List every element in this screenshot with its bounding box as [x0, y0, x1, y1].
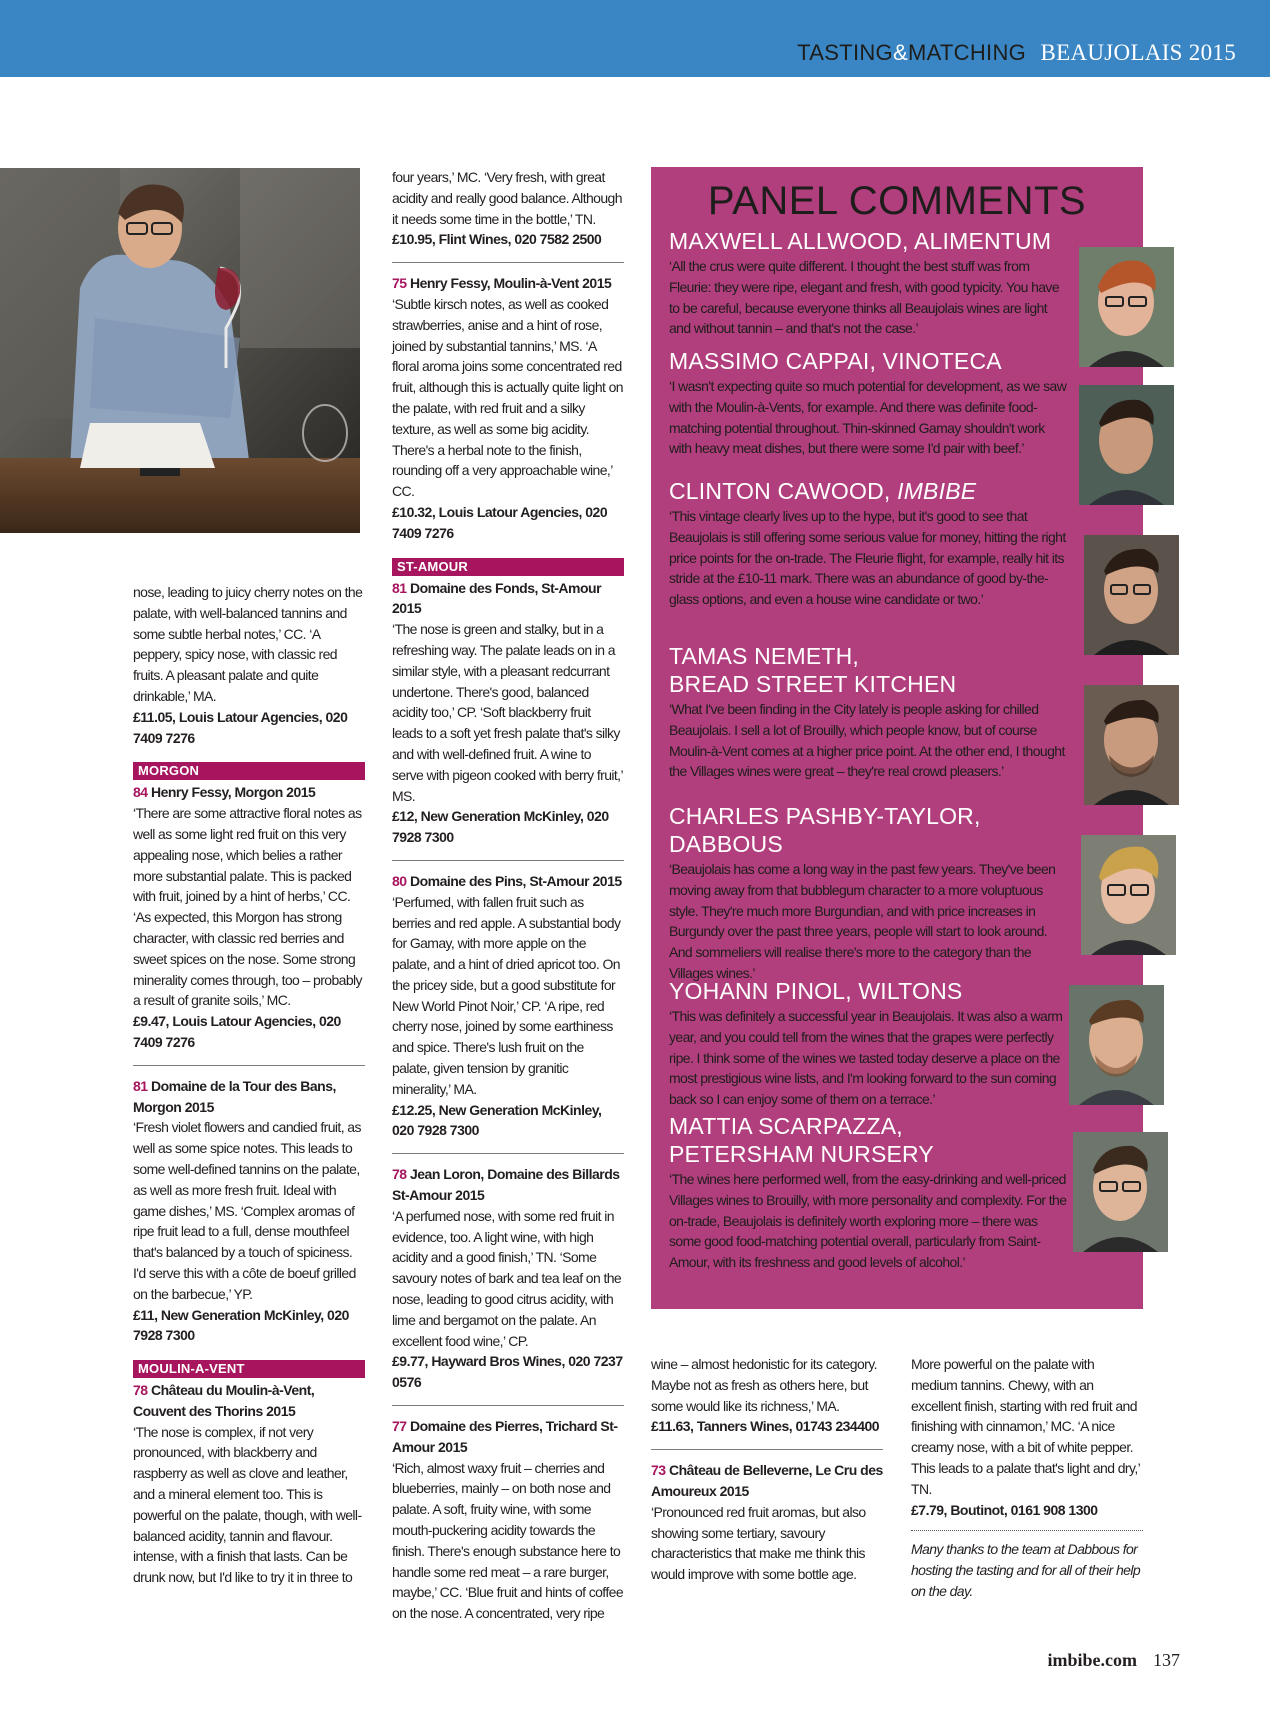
panelist-comment	[669, 977, 1069, 1110]
wine-name: Domaine de la Tour des Bans, Morgon 2015	[133, 1077, 336, 1115]
panelist-name: CHARLES PASHBY-TAYLOR, DABBOUS	[669, 803, 981, 857]
wine-tasting-note: ‘A perfumed nose, with some red fruit in evidence, too. A light wine, with high acidity and a good finish,’ TN. ‘Some savoury notes of bark and tea leaf on the nose, leading to good citrus acidity, with lime and bergamot on the palate. An excellent food wine,’ CP.	[392, 1207, 622, 1349]
panelist-photo	[1084, 685, 1179, 805]
panelist-comment	[669, 477, 1069, 610]
panelist-comment	[669, 227, 1069, 339]
wine-entry-title	[133, 1380, 365, 1422]
column-3	[651, 1354, 883, 1585]
wine-entry-title	[392, 273, 624, 294]
panelist-quote: ‘I wasn't expecting quite so much potential for development, as we saw with the Moulin-à-Vents, for example. And there was definite food-matching potential throughout. Thin-skinned Gamay shouldn't work with heavy meat dishes, but there were some I'd pair with beef.’	[669, 378, 1067, 457]
feature-title: BEAUJOLAIS 2015	[1040, 40, 1236, 65]
panelist-photo	[1069, 985, 1164, 1105]
wine-entry-title	[392, 1416, 624, 1458]
wine-tasting-note: ‘Pronounced red fruit aromas, but also showing some tertiary, savoury characteristics that make me think this would improve with some bottle age.	[651, 1503, 866, 1583]
wine-score: 73	[651, 1462, 666, 1479]
wine-entry-title	[392, 871, 624, 892]
continued-tasting-note: More powerful on the palate with medium tannins. Chewy, with an excellent finish, starting with red fruit and finishing with cinnamon,’ MC. ‘A nice creamy nose, with a bit of white pepper. This leads to a palate that's light and dry,’ TN.	[911, 1356, 1140, 1497]
wine-price: £12, New Generation McKinley, 020 7928 7300	[392, 808, 609, 846]
wine-name: Domaine des Pierres, Trichard St-Amour 2015	[392, 1418, 618, 1455]
wine-score: 75	[392, 275, 407, 292]
wine-tasting-note: ‘Perfumed, with fallen fruit such as berries and red apple. A substantial body for Gamay, with more apple on the palate, and a hint of dried apricot too. On the pricey side, but a good substitute for New World Pinot Noir,’ CP. ‘A ripe, red cherry nose, joined by some earthiness and spice. There's lush fruit on the palate, given tension by granitic minerality,’ MA.	[392, 893, 621, 1097]
section-header	[797, 40, 1236, 66]
panelist-comment	[669, 802, 1069, 984]
region-label-moulin-a-vent: MOULIN-A-VENT	[133, 1360, 365, 1378]
wine-price: £11.63, Tanners Wines, 01743 234400	[651, 1418, 880, 1435]
wine-tasting-note: ‘The nose is complex, if not very pronounced, with blackberry and raspberry as well as clove and leather, and a mineral element too. This is powerful on the palate, though, with well-balanced acidity, tannin and flavour. intense, with a finish that lasts. Can be drunk now, but I'd like to try it in three to	[133, 1423, 362, 1586]
sommelier-photo	[0, 168, 360, 533]
wine-score: 81	[133, 1077, 148, 1094]
intro-price: £11.05, Louis Latour Agencies, 020 7409 7276	[133, 708, 348, 746]
divider	[133, 1065, 365, 1066]
wine-tasting-note: ‘Rich, almost waxy fruit – cherries and blueberries, mainly – on both nose and palate. A soft, fruity wine, with some mouth-puckering acidity towards the finish. There's enough substance here to handle some red meat – a rare burger, maybe,’ CC. ‘Blue fruit and hints of coffee on the nose. A concentrated, very ripe	[392, 1459, 623, 1622]
panelist-quote: ‘This vintage clearly lives up to the hype, but it's good to see that Beaujolais is still offering some serious value for money, hitting the right price points for the on-trade. The Fleurie flight, for example, really hit its stride at the £10-11 mark. There was an abundance of good by-the-glass options, and even a house wine candidate or two.’	[669, 508, 1066, 608]
wine-entry-title	[651, 1460, 883, 1502]
wine-entry-title	[392, 1164, 624, 1206]
panelist-name: MASSIMO CAPPAI, VINOTECA	[669, 348, 1002, 374]
panelist-photo	[1079, 247, 1174, 367]
footer-website: imbibe.com	[1047, 1650, 1137, 1670]
wine-price: £10.95, Flint Wines, 020 7582 2500	[392, 231, 602, 248]
wine-name: Château du Moulin-à-Vent, Couvent des Thorins 2015	[133, 1382, 315, 1419]
page-number: 137	[1153, 1650, 1180, 1670]
wine-tasting-note: ‘There are some attractive floral notes as well as some light red fruit on this very appealing nose, which belies a rather more substantial palate. This is packed with fruit, joined by a hint of herbs,’ CC. ‘As expected, this Morgon has strong character, with classic red berries and sweet spices on the nose. Some strong minerality comes through, too – probably a result of granite soils,’ MC.	[133, 805, 362, 1009]
dotted-divider	[911, 1530, 1143, 1531]
divider	[392, 860, 624, 861]
panelist-name	[669, 477, 1069, 505]
panel-comments-box	[651, 167, 1143, 1309]
panelist-quote: ‘The wines here performed well, from the easy-drinking and well-priced Villages wines to Brouilly, with more personality and complexity. For the on-trade, Beaujolais is definitely worth exploring more – there was some good food-matching potential overall, particularly from Saint-Amour, with its freshness and good levels of alcohol.’	[669, 1171, 1067, 1271]
panelist-name-part: TAMAS NEMETH,	[669, 643, 860, 669]
panelist-name	[669, 1112, 1069, 1168]
panelist-name	[669, 642, 1069, 698]
panelist-publication: IMBIBE	[897, 478, 977, 504]
panelist-photo	[1079, 385, 1174, 505]
wine-score: 78	[133, 1382, 148, 1399]
wine-entry-title	[133, 782, 365, 803]
wine-score: 84	[133, 784, 148, 801]
region-label-morgon: MORGON	[133, 762, 365, 780]
panelist-venue: BREAD STREET KITCHEN	[669, 671, 957, 697]
acknowledgement-note: Many thanks to the team at Dabbous for hosting the tasting and for all of their help on the day.	[911, 1541, 1141, 1599]
section-amp: &	[892, 40, 908, 65]
panelist-comment	[669, 347, 1069, 459]
panelist-photo	[1081, 835, 1176, 955]
continued-tasting-note: wine – almost hedonistic for its category. Maybe not as fresh as others here, but some would like its richness,’ MA.	[651, 1356, 877, 1414]
wine-tasting-note: ‘Subtle kirsch notes, as well as cooked strawberries, anise and a hint of rose, joined by substantial tannins,’ MS. ‘A floral aroma joins some concentrated red fruit, although this is actually quite light on the palate, with red fruit and a silky texture, as well as some big acidity. There's a herbal note to the finish, rounding off a very approachable wine,’ CC.	[392, 295, 623, 500]
panelist-comment	[669, 1112, 1069, 1273]
wine-price: £9.47, Louis Latour Agencies, 020 7409 7276	[133, 1013, 341, 1050]
wine-name: Jean Loron, Domaine des Billards St-Amour 2015	[392, 1166, 620, 1204]
wine-tasting-note: ‘The nose is green and stalky, but in a refreshing way. The palate leads on in a similar style, with a pleasant redcurrant undertone. There's good, balanced acidity too,’ CP. ‘Soft blackberry fruit leads to a soft yet fresh palate that's silky and with well-defined fruit. A wine to serve with pigeon cooked with berry fruit,’ MS.	[392, 621, 623, 804]
wine-score: 77	[392, 1418, 407, 1435]
divider	[392, 1405, 624, 1406]
wine-name: Henry Fessy, Morgon 2015	[150, 784, 316, 801]
header-bar	[0, 0, 1270, 77]
divider	[392, 262, 624, 263]
column-1	[133, 582, 365, 1588]
wine-price: £9.77, Hayward Bros Wines, 020 7237 0576	[392, 1353, 623, 1391]
wine-score: 81	[392, 579, 407, 596]
wine-name: Domaine des Pins, St-Amour 2015	[409, 872, 622, 889]
panelist-name-part: CLINTON CAWOOD,	[669, 478, 891, 504]
panelist-photo	[1084, 535, 1179, 655]
region-label-st-amour: ST-AMOUR	[392, 558, 624, 576]
divider	[651, 1449, 883, 1450]
wine-price: £12.25, New Generation McKinley, 020 7928 7300	[392, 1101, 602, 1139]
wine-name: Henry Fessy, Moulin-à-Vent 2015	[409, 275, 612, 292]
panelist-comment	[669, 642, 1069, 782]
panelist-name: YOHANN PINOL, WILTONS	[669, 978, 963, 1004]
column-2	[392, 167, 624, 1624]
wine-score: 80	[392, 872, 407, 889]
wine-price: £10.32, Louis Latour Agencies, 020 7409 7276	[392, 503, 608, 541]
panelist-quote: ‘What I've been finding in the City lately is people asking for chilled Beaujolais. I sell a lot of Brouilly, which people know, but of course Moulin-à-Vent comes at a higher price point. At the other end, I thought the Villages wines were great – they're real crowd pleasers.’	[669, 701, 1065, 780]
panelist-name: MAXWELL ALLWOOD, ALIMENTUM	[669, 228, 1052, 254]
wine-price: £7.79, Boutinot, 0161 908 1300	[911, 1501, 1098, 1518]
panelist-name-part: MATTIA SCARPAZZA,	[669, 1113, 903, 1139]
wine-score: 78	[392, 1166, 407, 1183]
continued-tasting-note: four years,’ MC. ‘Very fresh, with great acidity and really good balance. Although it needs some time in the bottle,’ TN.	[392, 169, 622, 227]
panelist-venue: PETERSHAM NURSERY	[669, 1141, 934, 1167]
section-label-matching: MATCHING	[907, 40, 1027, 65]
panelist-quote: ‘Beaujolais has come a long way in the past few years. They've been moving away from that bubblegum character to a more voluptuous style. They're much more Burgundian, and with price increases in Burgundy over the past three years, people will start to look around. And sommeliers will realise there's more to the category than the Villages wines.’	[669, 861, 1056, 981]
wine-name: Domaine des Fonds, St-Amour 2015	[392, 579, 602, 617]
panelist-quote: ‘This was definitely a successful year in Beaujolais. It was also a warm year, and you could tell from the wines that the grapes were perfectly ripe. I think some of the wines we tasted today deserve a place on the most prestigious wine lists, and I'm looking forward to the sun coming back so I can enjoy some of them on a terrace.’	[669, 1008, 1063, 1108]
section-label-tasting: TASTING	[797, 40, 893, 65]
wine-tasting-note: ‘Fresh violet flowers and candied fruit, as well as some spice notes. This leads to some well-defined tannins on the palate, as well as more fresh fruit. Ideal with game dishes,’ MS. ‘Complex aromas of ripe fruit lead to a full, dense mouthfeel that's balanced by a touch of spiciness. I'd serve this with a côte de boeuf grilled on the barbecue,’ YP.	[133, 1119, 361, 1302]
wine-entry-title	[392, 578, 624, 620]
panel-title: PANEL COMMENTS	[707, 179, 1087, 223]
panelist-quote: ‘All the crus were quite different. I thought the best stuff was from Fleurie: they were ripe, elegant and fresh, with good typicity. You have to be careful, because everyone thinks all Beaujolais wines are light and without tannin – and that's not the case.’	[669, 258, 1060, 337]
panelist-photo	[1073, 1132, 1168, 1252]
column-4	[911, 1354, 1143, 1602]
wine-price: £11, New Generation McKinley, 020 7928 7300	[133, 1306, 349, 1344]
wine-entry-title	[133, 1076, 365, 1118]
intro-tasting-note: nose, leading to juicy cherry notes on the palate, with well-balanced tannins and some subtle herbal notes,’ CC. ‘A peppery, spicy nose, with classic red fruits. A pleasant palate and quite drinkable,’ MA.	[133, 584, 363, 704]
divider	[392, 1153, 624, 1154]
wine-name: Château de Belleverne, Le Cru des Amoureux 2015	[651, 1462, 883, 1499]
